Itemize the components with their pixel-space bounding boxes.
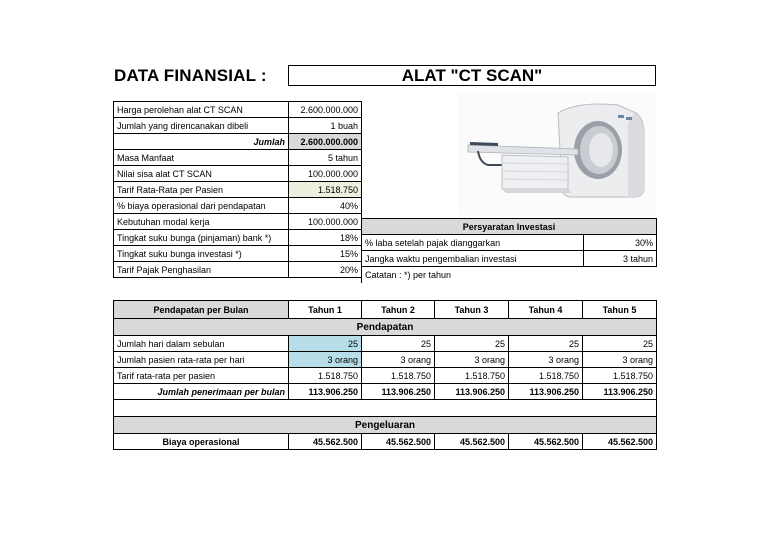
info-label: Tingkat suku bunga investasi *) (114, 246, 289, 262)
ct-scanner-image (458, 93, 656, 215)
requirements-title: Persyaratan Investasi (362, 219, 657, 235)
row-label: Jumlah pasien rata-rata per hari (114, 352, 289, 368)
spacer-row (114, 400, 657, 417)
table-row (114, 150, 362, 166)
info-value: 1 buah (289, 118, 362, 134)
info-value: 1.518.750 (289, 182, 362, 198)
cell-value: 113.906.250 (509, 384, 583, 400)
cell-value: 1.518.750 (583, 368, 657, 384)
table-row (114, 230, 362, 246)
table-row (114, 182, 362, 198)
cell-value: 113.906.250 (583, 384, 657, 400)
table-row (114, 214, 362, 230)
total-row (114, 384, 657, 400)
expense-row (114, 434, 657, 450)
column-header: Pendapatan per Bulan (114, 301, 289, 319)
table-row (362, 235, 657, 251)
cell-value: 25 (583, 336, 657, 352)
info-value: 20% (289, 262, 362, 278)
info-value: 18% (289, 230, 362, 246)
info-value: 2.600.000.000 (289, 134, 362, 150)
info-label: Tingkat suku bunga (pinjaman) bank *) (114, 230, 289, 246)
info-label: Jumlah (114, 134, 289, 150)
cell-value: 3 orang (583, 352, 657, 368)
requirement-label: % laba setelah pajak dianggarkan (362, 235, 584, 251)
cell-value: 25 (289, 336, 362, 352)
cell-value: 113.906.250 (289, 384, 362, 400)
row-label: Biaya operasional (114, 434, 289, 450)
info-label: Kebutuhan modal kerja (114, 214, 289, 230)
table-row (114, 246, 362, 262)
cell-value: 3 orang (289, 352, 362, 368)
requirement-label: Jangka waktu pengembalian investasi (362, 251, 584, 267)
page-title: DATA FINANSIAL : (114, 66, 267, 85)
section-title-pendapatan: Pendapatan (114, 319, 657, 336)
table-row (114, 198, 362, 214)
cell-value: 3 orang (509, 352, 583, 368)
cell-value: 45.562.500 (289, 434, 362, 450)
cell-value: 25 (435, 336, 509, 352)
cell-value: 1.518.750 (509, 368, 583, 384)
column-header: Tahun 3 (435, 301, 509, 319)
cell-value: 45.562.500 (583, 434, 657, 450)
income-projection-table (113, 300, 657, 450)
table-row (362, 219, 657, 235)
equipment-title: ALAT "CT SCAN" (288, 65, 656, 86)
info-label: Nilai sisa alat CT SCAN (114, 166, 289, 182)
cell-value: 1.518.750 (435, 368, 509, 384)
cell-value: 25 (362, 336, 435, 352)
table-row (114, 118, 362, 134)
cell-value: 3 orang (362, 352, 435, 368)
footnote: Catatan : *) per tahun (362, 267, 657, 283)
cell-value: 45.562.500 (362, 434, 435, 450)
financial-info-table (113, 101, 362, 278)
column-header: Tahun 1 (289, 301, 362, 319)
info-value: 100.000.000 (289, 214, 362, 230)
info-value: 100.000.000 (289, 166, 362, 182)
table-row (114, 166, 362, 182)
column-header: Tahun 5 (583, 301, 657, 319)
cell-value: 1.518.750 (289, 368, 362, 384)
column-header: Tahun 2 (362, 301, 435, 319)
cell-value: 113.906.250 (435, 384, 509, 400)
table-row (114, 134, 362, 150)
info-label: Tarif Pajak Penghasilan (114, 262, 289, 278)
row-label: Jumlah hari dalam sebulan (114, 336, 289, 352)
info-value: 15% (289, 246, 362, 262)
requirement-value: 30% (584, 235, 657, 251)
section-row (114, 417, 657, 434)
empty-cell (114, 400, 657, 417)
table-row (114, 352, 657, 368)
cell-value: 25 (509, 336, 583, 352)
row-label: Tarif rata-rata per pasien (114, 368, 289, 384)
info-label: Tarif Rata-Rata per Pasien (114, 182, 289, 198)
cell-value: 45.562.500 (509, 434, 583, 450)
row-label: Jumlah penerimaan per bulan (114, 384, 289, 400)
cell-value: 1.518.750 (362, 368, 435, 384)
investment-requirements-table (361, 218, 657, 283)
info-value: 2.600.000.000 (289, 102, 362, 118)
cell-value: 3 orang (435, 352, 509, 368)
ct-scanner-icon (458, 93, 656, 215)
info-value: 40% (289, 198, 362, 214)
table-row (114, 262, 362, 278)
info-label: % biaya operasional dari pendapatan (114, 198, 289, 214)
column-header: Tahun 4 (509, 301, 583, 319)
section-title-pengeluaran: Pengeluaran (114, 417, 657, 434)
info-value: 5 tahun (289, 150, 362, 166)
table-row (114, 102, 362, 118)
requirement-value: 3 tahun (584, 251, 657, 267)
section-row (114, 319, 657, 336)
table-row (114, 336, 657, 352)
info-label: Harga perolehan alat CT SCAN (114, 102, 289, 118)
cell-value: 113.906.250 (362, 384, 435, 400)
cell-value: 45.562.500 (435, 434, 509, 450)
table-row (362, 267, 657, 283)
info-label: Masa Manfaat (114, 150, 289, 166)
info-label: Jumlah yang direncanakan dibeli (114, 118, 289, 134)
table-header-row (114, 301, 657, 319)
table-row (362, 251, 657, 267)
table-row (114, 368, 657, 384)
